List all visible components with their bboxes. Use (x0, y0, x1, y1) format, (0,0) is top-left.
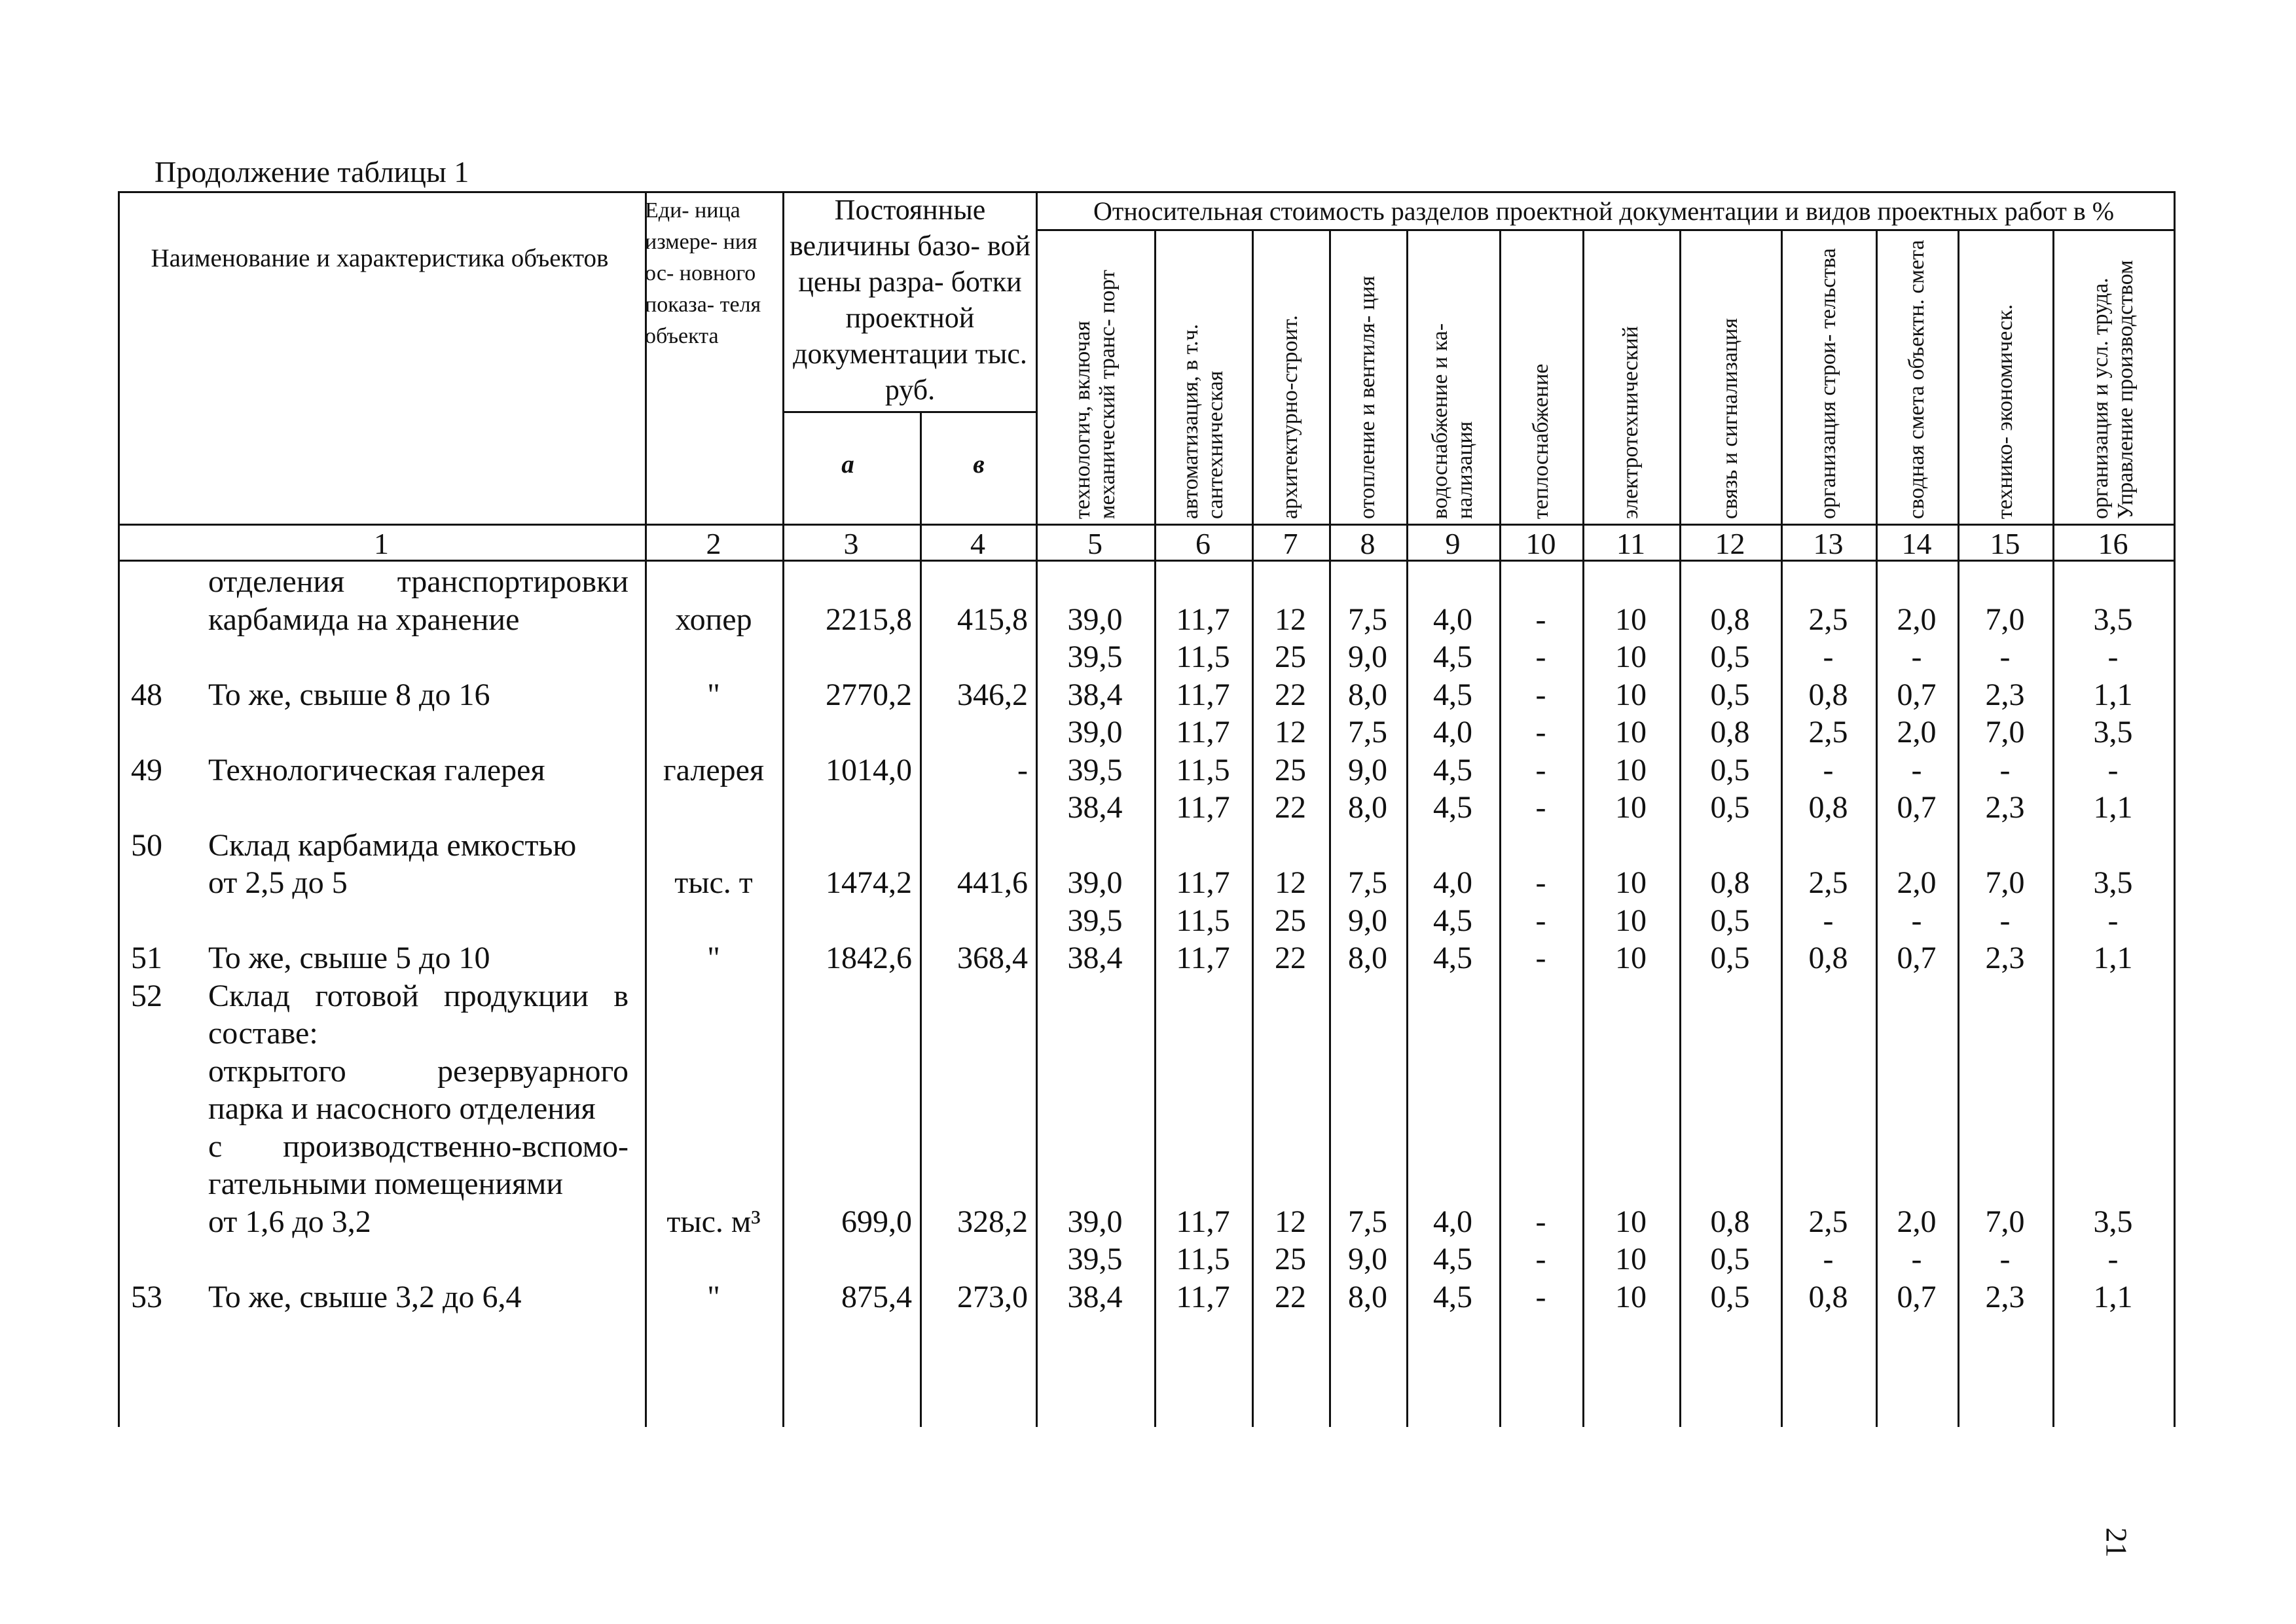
section-percent: 9,0 (1348, 640, 1387, 674)
column-number: 4 (970, 527, 985, 560)
section-percent: 0,8 (1710, 865, 1750, 900)
column-number: 10 (1525, 527, 1556, 560)
object-name: парка и насосного отделения (208, 1091, 596, 1126)
section-percent: 39,5 (1067, 640, 1123, 674)
section-percent: 0,5 (1710, 1242, 1750, 1276)
section-percent: 7,0 (1985, 1204, 2025, 1239)
section-percent: 4,0 (1433, 1204, 1472, 1239)
section-percent: 0,8 (1808, 941, 1848, 975)
section-percent: - (1999, 752, 2011, 787)
section-percent: 0,5 (1710, 677, 1750, 712)
section-percent: 2,3 (1985, 941, 2025, 975)
section-percent: 2,5 (1808, 865, 1848, 900)
table-rule (2174, 191, 2176, 1427)
section-percent: 7,5 (1348, 1204, 1387, 1239)
section-percent: 39,0 (1067, 715, 1123, 749)
header-section-label: технологич, включая механический транс- порт (1070, 270, 1120, 519)
section-percent: 25 (1275, 752, 1306, 787)
section-percent: - (1535, 790, 1546, 825)
section-percent: 10 (1615, 1279, 1647, 1314)
header-section-14 (1876, 234, 1958, 519)
column-number: 9 (1445, 527, 1461, 560)
unit: тыс. м³ (666, 1204, 761, 1239)
section-percent: 4,5 (1433, 752, 1472, 787)
header-section-15 (1958, 234, 2052, 519)
value-b: 346,2 (957, 677, 1028, 712)
object-name: Технологическая галерея (208, 752, 545, 787)
section-percent: 2,5 (1808, 602, 1848, 637)
section-percent: 0,5 (1710, 640, 1750, 674)
section-percent: 1,1 (2093, 677, 2133, 712)
table-rule (118, 191, 120, 1427)
section-percent: 1,1 (2093, 1279, 2133, 1314)
section-percent: 10 (1615, 1204, 1647, 1239)
value-b: 441,6 (957, 865, 1028, 900)
section-percent: 12 (1275, 715, 1306, 749)
header-name: Наименование и характеристика объектов (151, 244, 609, 272)
header-section-8 (1329, 234, 1406, 519)
section-percent: 4,0 (1433, 602, 1472, 637)
value-a: 875,4 (841, 1279, 912, 1314)
section-percent: 7,5 (1348, 715, 1387, 749)
section-percent: - (1823, 1242, 1834, 1276)
section-percent: 4,0 (1433, 715, 1472, 749)
section-percent: 8,0 (1348, 677, 1387, 712)
unit: " (707, 1279, 720, 1314)
section-percent: 0,8 (1808, 790, 1848, 825)
section-percent: 4,5 (1433, 1279, 1472, 1314)
header-section-10 (1499, 234, 1582, 519)
header-section-12 (1679, 234, 1781, 519)
section-percent: - (1911, 1242, 1922, 1276)
object-name: То же, свыше 3,2 до 6,4 (208, 1279, 522, 1314)
header-col-b: в (973, 450, 985, 478)
row-number: 49 (131, 752, 162, 787)
section-percent: 38,4 (1067, 677, 1123, 712)
section-percent: - (1535, 715, 1546, 749)
section-percent: 2,3 (1985, 677, 2025, 712)
section-percent: - (1535, 752, 1546, 787)
section-percent: - (2107, 903, 2119, 938)
header-section-16 (2052, 234, 2174, 519)
section-percent: 3,5 (2093, 1204, 2133, 1239)
section-percent: - (1911, 903, 1922, 938)
section-percent: 0,7 (1897, 790, 1937, 825)
section-percent: 39,5 (1067, 1242, 1123, 1276)
section-percent: 7,0 (1985, 865, 2025, 900)
header-section-label: архитектурно-строит. (1278, 315, 1302, 519)
section-percent: 10 (1615, 677, 1647, 712)
section-percent: 12 (1275, 602, 1306, 637)
value-a: 1842,6 (826, 941, 912, 975)
section-percent: - (1535, 903, 1546, 938)
section-percent: - (1535, 1279, 1546, 1314)
row-number: 53 (131, 1279, 162, 1314)
table-caption: Продолжение таблицы 1 (155, 155, 469, 189)
object-name: То же, свыше 8 до 16 (208, 677, 490, 712)
header-section-label: водоснабжение и ка- нализация (1428, 323, 1477, 519)
header-section-7 (1252, 234, 1329, 519)
section-percent: 9,0 (1348, 752, 1387, 787)
section-percent: 2,0 (1897, 865, 1937, 900)
section-percent: 39,0 (1067, 865, 1123, 900)
section-percent: 22 (1275, 941, 1306, 975)
section-percent: 2,0 (1897, 602, 1937, 637)
section-percent: 8,0 (1348, 790, 1387, 825)
section-percent: 2,0 (1897, 1204, 1937, 1239)
section-percent: 10 (1615, 941, 1647, 975)
column-number: 6 (1195, 527, 1211, 560)
column-number: 2 (706, 527, 721, 560)
section-percent: - (1999, 640, 2011, 674)
section-percent: 10 (1615, 602, 1647, 637)
section-percent: 0,5 (1710, 941, 1750, 975)
section-percent: 7,0 (1985, 715, 2025, 749)
section-percent: 0,5 (1710, 790, 1750, 825)
header-section-label: организация строи- тельства (1815, 248, 1840, 519)
column-number: 16 (2098, 527, 2128, 560)
header-section-label: теплоснабжение (1528, 363, 1553, 519)
header-section-label: электротехнический (1618, 326, 1643, 519)
page-number: 21 (2100, 1527, 2134, 1558)
section-percent: 22 (1275, 1279, 1306, 1314)
section-percent: 11,7 (1176, 1204, 1230, 1239)
section-percent: 8,0 (1348, 941, 1387, 975)
section-percent: 12 (1275, 865, 1306, 900)
column-number: 3 (843, 527, 859, 560)
object-name: с производственно-вспомо- (208, 1128, 629, 1164)
section-percent: 3,5 (2093, 602, 2133, 637)
section-percent: 0,5 (1710, 1279, 1750, 1314)
column-number: 11 (1616, 527, 1646, 560)
section-percent: 2,0 (1897, 715, 1937, 749)
object-name: от 1,6 до 3,2 (208, 1204, 371, 1239)
header-relative-cost: Относительная стоимость разделов проектной документации и видов проектных работ в % (1093, 196, 2115, 226)
section-percent: 8,0 (1348, 1279, 1387, 1314)
section-percent: 10 (1615, 640, 1647, 674)
section-percent: - (1535, 677, 1546, 712)
column-number: 8 (1360, 527, 1376, 560)
row-number: 51 (131, 941, 162, 975)
section-percent: - (1535, 640, 1546, 674)
section-percent: 7,5 (1348, 602, 1387, 637)
section-percent: 0,8 (1808, 677, 1848, 712)
header-section-6 (1154, 234, 1252, 519)
section-percent: 22 (1275, 677, 1306, 712)
header-section-13 (1781, 234, 1876, 519)
section-percent: - (1823, 640, 1834, 674)
section-percent: - (1999, 903, 2011, 938)
table-rule (118, 524, 2174, 526)
section-percent: 9,0 (1348, 903, 1387, 938)
section-percent: 11,5 (1176, 903, 1230, 938)
section-percent: 11,7 (1176, 602, 1230, 637)
value-a: 1474,2 (826, 865, 912, 900)
column-number: 5 (1087, 527, 1102, 560)
header-constants: Постоянные величины базо- вой цены разра- ботки проектной документации тыс. руб. (789, 194, 1031, 406)
section-percent: 0,5 (1710, 903, 1750, 938)
section-percent: 1,1 (2093, 790, 2133, 825)
column-number: 14 (1901, 527, 1932, 560)
header-section-label: сводная смета объектн. смета (1904, 240, 1929, 519)
header-section-label: технико- экономическ. (1992, 304, 2017, 519)
section-percent: 0,8 (1808, 1279, 1848, 1314)
section-percent: 4,5 (1433, 903, 1472, 938)
table-rule (782, 191, 784, 1427)
section-percent: 0,8 (1710, 602, 1750, 637)
section-percent: 11,7 (1176, 677, 1230, 712)
section-percent: 25 (1275, 903, 1306, 938)
section-percent: - (2107, 640, 2119, 674)
section-percent: 3,5 (2093, 715, 2133, 749)
section-percent: - (2107, 752, 2119, 787)
section-percent: 2,3 (1985, 1279, 2025, 1314)
value-a: 699,0 (841, 1204, 912, 1239)
value-a: 2215,8 (826, 602, 912, 637)
section-percent: 7,0 (1985, 602, 2025, 637)
value-a: 2770,2 (826, 677, 912, 712)
value-b: - (1017, 752, 1028, 787)
object-name: от 2,5 до 5 (208, 865, 348, 900)
table-rule (782, 411, 1036, 413)
column-number: 13 (1813, 527, 1844, 560)
section-percent: 4,5 (1433, 677, 1472, 712)
section-percent: - (1535, 1242, 1546, 1276)
section-percent: 10 (1615, 715, 1647, 749)
object-name: открытого резервуарного (208, 1053, 629, 1089)
column-number: 7 (1283, 527, 1298, 560)
object-name: карбамида на хранение (208, 602, 520, 637)
section-percent: 38,4 (1067, 790, 1123, 825)
section-percent: 11,7 (1176, 941, 1230, 975)
value-b: 273,0 (957, 1279, 1028, 1314)
value-b: 328,2 (957, 1204, 1028, 1239)
section-percent: 10 (1615, 865, 1647, 900)
section-percent: - (1535, 602, 1546, 637)
section-percent: 39,5 (1067, 752, 1123, 787)
section-percent: 11,7 (1176, 865, 1230, 900)
section-percent: 4,5 (1433, 790, 1472, 825)
header-section-9 (1406, 234, 1499, 519)
section-percent: 0,8 (1710, 1204, 1750, 1239)
section-percent: 39,0 (1067, 602, 1123, 637)
section-percent: 10 (1615, 752, 1647, 787)
section-percent: 38,4 (1067, 1279, 1123, 1314)
section-percent: - (1823, 903, 1834, 938)
section-percent: 11,5 (1176, 752, 1230, 787)
section-percent: 7,5 (1348, 865, 1387, 900)
section-percent: 12 (1275, 1204, 1306, 1239)
column-number: 12 (1715, 527, 1745, 560)
section-percent: 4,5 (1433, 1242, 1472, 1276)
column-number: 1 (374, 527, 389, 560)
object-name: Склад карбамида емкостью (208, 827, 577, 863)
unit: тыс. т (674, 865, 753, 900)
row-number: 52 (131, 978, 162, 1013)
section-percent: 2,5 (1808, 715, 1848, 749)
section-percent: - (1535, 1204, 1546, 1239)
section-percent: 4,0 (1433, 865, 1472, 900)
header-section-11 (1582, 234, 1679, 519)
section-percent: 0,5 (1710, 752, 1750, 787)
section-percent: - (1911, 640, 1922, 674)
header-section-label: автоматизация, в т.ч. сантехническая (1178, 323, 1228, 519)
header-unit: Еди- ница измере- ния ос- новного показа- теля объекта (645, 198, 761, 348)
section-percent: 38,4 (1067, 941, 1123, 975)
column-number: 15 (1990, 527, 2020, 560)
value-b: 415,8 (957, 602, 1028, 637)
section-percent: 11,7 (1176, 1279, 1230, 1314)
unit: " (707, 677, 720, 712)
section-percent: 2,5 (1808, 1204, 1848, 1239)
header-col-a: а (841, 450, 854, 478)
section-percent: - (1535, 941, 1546, 975)
value-a: 1014,0 (826, 752, 912, 787)
section-percent: 10 (1615, 903, 1647, 938)
section-percent: - (1535, 865, 1546, 900)
unit: галерея (663, 752, 765, 787)
object-name: отделения транспортировки (208, 564, 629, 599)
section-percent: - (1911, 752, 1922, 787)
object-name: Склад готовой продукции в (208, 978, 629, 1013)
section-percent: - (1999, 1242, 2011, 1276)
table-rule (1036, 229, 2174, 231)
section-percent: 0,7 (1897, 941, 1937, 975)
header-section-5 (1036, 234, 1154, 519)
section-percent: - (1823, 752, 1834, 787)
table-rule (920, 411, 922, 1427)
section-percent: 11,7 (1176, 715, 1230, 749)
section-percent: 0,8 (1710, 715, 1750, 749)
object-name: То же, свыше 5 до 10 (208, 941, 490, 975)
object-name: гательными помещениями (208, 1166, 564, 1201)
header-section-label: организация и усл. труда. Управление производством (2088, 260, 2138, 519)
section-percent: 1,1 (2093, 941, 2133, 975)
unit: " (707, 941, 720, 975)
section-percent: 25 (1275, 640, 1306, 674)
section-percent: 25 (1275, 1242, 1306, 1276)
section-percent: - (2107, 1242, 2119, 1276)
section-percent: 22 (1275, 790, 1306, 825)
section-percent: 4,5 (1433, 941, 1472, 975)
section-percent: 3,5 (2093, 865, 2133, 900)
header-section-label: связь и сигнализация (1717, 318, 1742, 519)
section-percent: 2,3 (1985, 790, 2025, 825)
unit: хопер (675, 602, 752, 637)
section-percent: 10 (1615, 790, 1647, 825)
row-number: 50 (131, 827, 162, 863)
section-percent: 11,7 (1176, 790, 1230, 825)
section-percent: 9,0 (1348, 1242, 1387, 1276)
section-percent: 4,5 (1433, 640, 1472, 674)
section-percent: 39,0 (1067, 1204, 1123, 1239)
row-number: 48 (131, 677, 162, 712)
section-percent: 11,5 (1176, 1242, 1230, 1276)
object-name: составе: (208, 1016, 318, 1051)
section-percent: 10 (1615, 1242, 1647, 1276)
section-percent: 0,7 (1897, 677, 1937, 712)
section-percent: 0,7 (1897, 1279, 1937, 1314)
section-percent: 39,5 (1067, 903, 1123, 938)
header-section-label: отопление и вентиля- ция (1355, 276, 1379, 519)
section-percent: 11,5 (1176, 640, 1230, 674)
value-b: 368,4 (957, 941, 1028, 975)
